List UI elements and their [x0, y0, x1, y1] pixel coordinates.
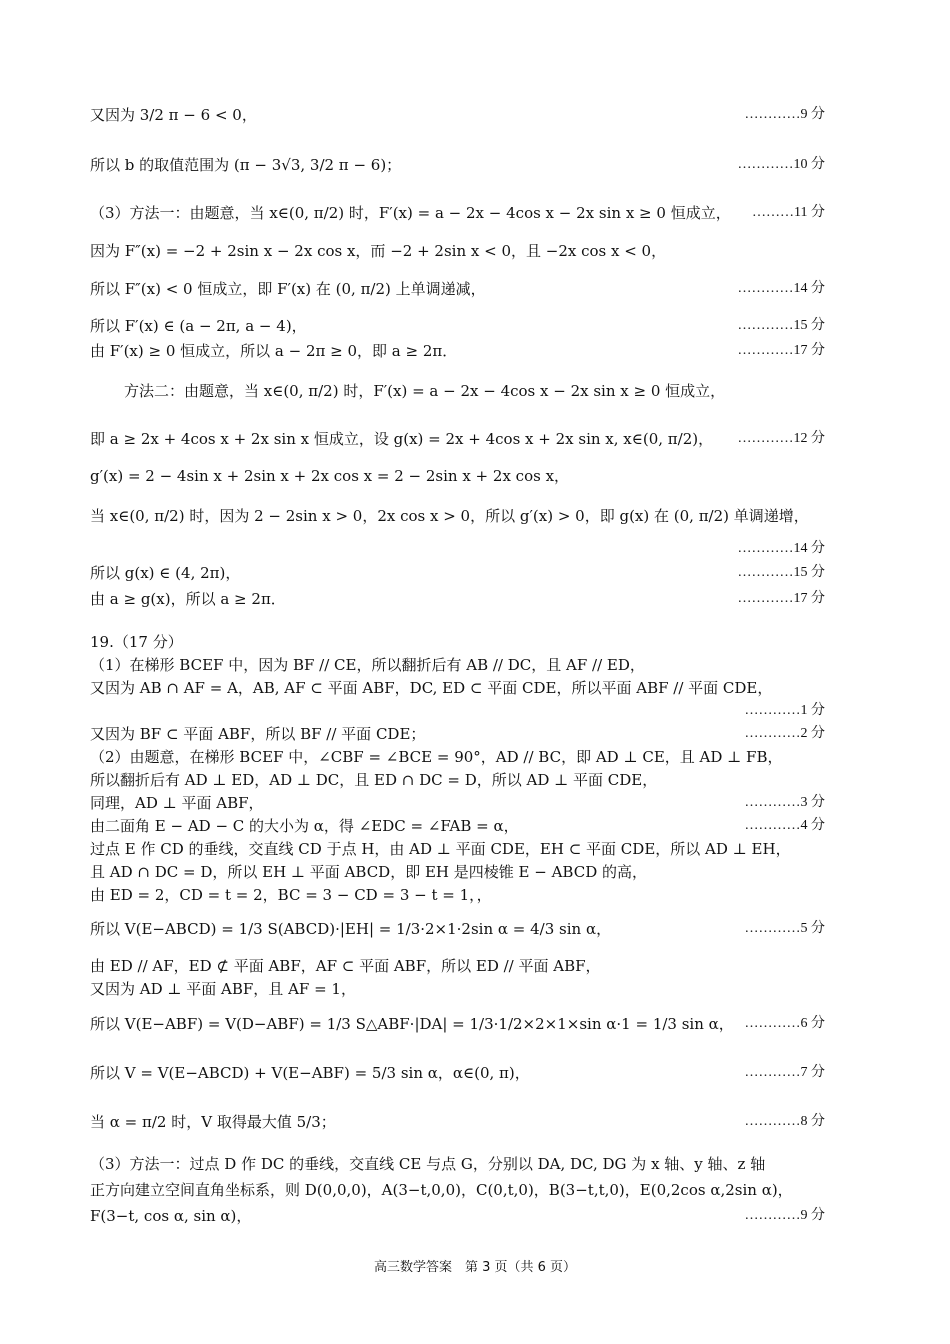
page-footer: 高三数学答案 第 3 页（共 6 页） — [373, 1260, 577, 1275]
text-line: （3）方法一：过点 D 作 DC 的垂线，交直线 CE 与点 G，分别以 DA, DC, DG 为 x 轴、y 轴、z 轴 — [90, 1155, 766, 1173]
text-line: 方法二：由题意，当 x∈(0, π/2) 时，F′(x) = a − 2x − 4cos x − 2x sin x ≥ 0 恒成立， — [124, 382, 726, 400]
text-line: 又因为 AB ∩ AF = A，AB, AF ⊂ 平面 ABF，DC, ED ⊂ 平面 CDE，所以平面 ABF // 平面 CDE， — [90, 679, 773, 697]
text-line: （2）由题意，在梯形 BCEF 中，∠CBF = ∠BCE = 90°，AD // BC，即 AD ⊥ CE，且 AD ⊥ FB， — [90, 748, 783, 766]
text-line: 由二面角 E − AD − C 的大小为 α，得 ∠EDC = ∠FAB = α， …………4 分 — [90, 817, 825, 835]
text-line: F(3−t, cos α, sin α)， …………9 分 — [90, 1207, 825, 1225]
text-line: 所以 g(x) ∈ (4, 2π)， …………15 分 — [90, 564, 825, 582]
text-line: g′(x) = 2 − 4sin x + 2sin x + 2x cos x = 2 − 2sin x + 2x cos x， — [90, 467, 570, 485]
text-line: 所以 F″(x) < 0 恒成立，即 F′(x) 在 (0, π/2) 上单调递减， …………14 分 — [90, 280, 825, 298]
text-line: 由 ED // AF，ED ⊄ 平面 ABF，AF ⊂ 平面 ABF，所以 ED // 平面 ABF， — [90, 957, 601, 975]
text-line: 19.（17 分） — [90, 633, 183, 651]
text-line: 所以 V = V(E−ABCD) + V(E−ABF) = 5/3 sin α，α∈(0, π)， …………7 分 — [90, 1064, 825, 1082]
text-line: （3）方法一：由题意，当 x∈(0, π/2) 时，F′(x) = a − 2x − 4cos x − 2x sin x ≥ 0 恒成立， ………11 分 — [90, 204, 825, 222]
text-line: 又因为 AD ⊥ 平面 ABF，且 AF = 1， — [90, 980, 356, 998]
text-line: 当 x∈(0, π/2) 时，因为 2 − 2sin x > 0，2x cos x > 0，所以 g′(x) > 0，即 g(x) 在 (0, π/2) 单调递增， — [90, 507, 809, 525]
text-line: 当 α = π/2 时，V 取得最大值 5/3； …………8 分 — [90, 1113, 825, 1131]
text-line: 所以翻折后有 AD ⊥ ED，AD ⊥ DC，且 ED ∩ DC = D，所以 AD ⊥ 平面 CDE， — [90, 771, 658, 789]
text-line: （1）在梯形 BCEF 中，因为 BF // CE，所以翻折后有 AB // DC，且 AF // ED， — [90, 656, 645, 674]
text-line: 因为 F″(x) = −2 + 2sin x − 2x cos x，而 −2 + 2sin x < 0，且 −2x cos x < 0， — [90, 242, 667, 260]
text-line: 又因为 3/2 π − 6 < 0， …………9 分 — [90, 106, 825, 124]
text-line: 由 a ≥ g(x)，所以 a ≥ 2π． …………17 分 — [90, 590, 825, 608]
text-line: 所以 F′(x) ∈ (a − 2π, a − 4)， …………15 分 — [90, 317, 825, 335]
text-line: …………1 分 — [744, 703, 825, 718]
text-line: 由 F′(x) ≥ 0 恒成立，所以 a − 2π ≥ 0，即 a ≥ 2π． …………17 分 — [90, 342, 825, 360]
text-line: 所以 b 的取值范围为 (π − 3√3, 3/2 π − 6)； …………10 分 — [90, 156, 825, 174]
text-line: …………14 分 — [737, 541, 825, 556]
text-line: 又因为 BF ⊂ 平面 ABF，所以 BF // 平面 CDE； …………2 分 — [90, 725, 825, 743]
text-line: 正方向建立空间直角坐标系，则 D(0,0,0)，A(3−t,0,0)，C(0,t,0)，B(3−t,t,0)，E(0,2cos α,2sin α)， — [90, 1181, 793, 1199]
text-line: 即 a ≥ 2x + 4cos x + 2x sin x 恒成立，设 g(x) = 2x + 4cos x + 2x sin x, x∈(0, π/2)， …………12 分 — [90, 430, 825, 448]
text-line: 由 ED = 2，CD = t = 2，BC = 3 − CD = 3 − t = 1，， — [90, 886, 492, 904]
text-line: 且 AD ∩ DC = D，所以 EH ⊥ 平面 ABCD，即 EH 是四棱锥 E − ABCD 的高， — [90, 863, 648, 881]
text-line: 所以 V(E−ABCD) = 1/3 S(ABCD)·|EH| = 1/3·2×1·2sin α = 4/3 sin α， …………5 分 — [90, 920, 825, 938]
text-line: 过点 E 作 CD 的垂线，交直线 CD 于点 H，由 AD ⊥ 平面 CDE，EH ⊂ 平面 CDE，所以 AD ⊥ EH， — [90, 840, 791, 858]
text-line: 所以 V(E−ABF) = V(D−ABF) = 1/3 S△ABF·|DA| = 1/3·1/2×2×1×sin α·1 = 1/3 sin α， …………6 分 — [90, 1015, 825, 1033]
text-line: 同理，AD ⊥ 平面 ABF， …………3 分 — [90, 794, 825, 812]
